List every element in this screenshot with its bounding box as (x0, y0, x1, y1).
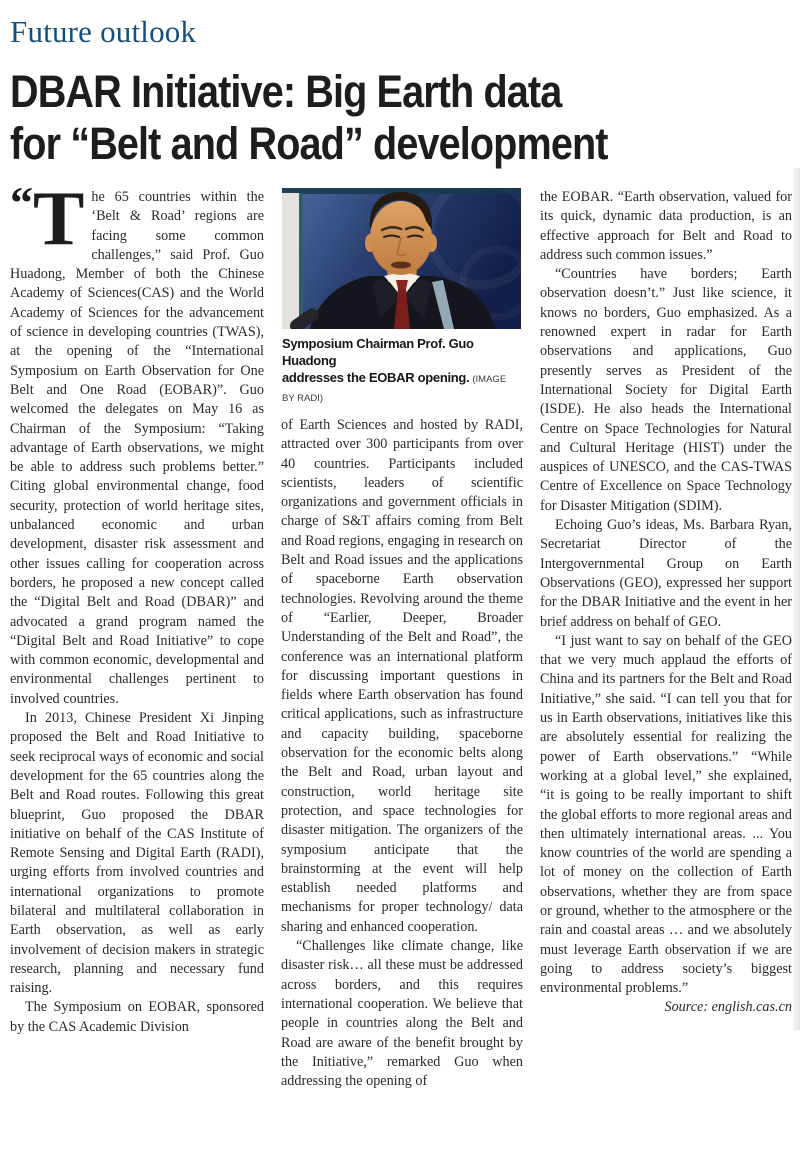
paragraph: “I just want to say on behalf of the GEO that we very much applaud the efforts of China and its partners for the Belt and Road Initiative,” she said. “I can tell you that for us in Earth observations, initiatives like this are absolutely essential for realizing the power of Earth observations.” “While working at a global level,” she explained, “it is going to be really important to shift the global efforts to more regional areas and then ultimately international areas. ... You know countries of the world are spending a lot of money on the collection of Earth observations, whether they are from space or ground, whether to the atmosphere or the rain and coastal areas … and we absolutely must leverage Earth observation if we are going to address society’s biggest environmental problems.” (540, 632, 792, 997)
speaker-photo (282, 188, 521, 329)
page-edge-shadow (793, 168, 800, 1030)
paragraph: “Challenges like climate change, like disaster risk… all these must be addressed across borders, and this requires international cooperation. We believe that people in countries along the Belt and Road are aware of the benefit brought by the Initiative,” remarked Guo when addressing the opening of (281, 938, 523, 1090)
photo-credit: (IMAGE BY RADI) (282, 374, 507, 404)
article-body (10, 175, 792, 1091)
paragraph-text: he 65 countries within the ‘Belt & Road’ regions are facing some common challenges,” said Prof. Guo Huadong, Member of both the Chinese Academy of Sciences(CAS) and the World Academy of Sciences for the advancement of science in developing countries (TWAS), at the opening of the “International Symposium on Earth Observation for One Belt and One Road (EOBAR)”. Guo welcomed the delegates on May 16 as Chairman of the Symposium: “Taking advantage of Earth observations, we might be able to address such problems better.” Citing global environmental change, food security, protection of world heritage sites, unbalanced economic and urban development, disaster risk assessment and other issues calling for cooperation across borders, he proposed a new concept called the “Digital Belt and Road (DBAR)” and advocated a grand program named the “Digital Belt and Road Initiative” to cope with common economic, developmental and environmental challenges pertinent to involved countries. (10, 189, 264, 707)
caption-text-line-2: addresses the EOBAR opening. (282, 370, 470, 385)
paragraph: In 2013, Chinese President Xi Jinping proposed the Belt and Road Initiative to seek reciprocal ways of economic and social development for the 65 countries along the Belt and Road routes. Following this great blueprint, Guo proposed the DBAR initiative on behalf of the CAS Institute of Remote Sensing and Digital Earth (RADI), urging efforts from involved countries and international organizations to promote bilateral and multilateral collaboration in Earth observation, as well as early involvement of decision makers in strategic research, planning and necessary fund raising. (10, 710, 264, 997)
drop-cap-letter: T (33, 175, 85, 261)
headline-line-1: DBAR Initiative: Big Earth data (10, 66, 562, 117)
paragraph: The Symposium on EOBAR, sponsored by the CAS Academic Division (10, 999, 264, 1035)
paragraph: of Earth Sciences and hosted by RADI, attracted over 300 participants from over 40 countries. Participants included scientists, leaders of scientific organizations and government officials in charge of S&T affairs coming from Belt and Road regions, engaging in research on Belt and Road issues and the applications of spaceborne Earth observation technologies. Revolving around the theme of “Earlier, Deeper, Broader Understanding of the Belt and Road”, the conference was an international platform for discussing important questions in fields where Earth observation has found critical applications, such as infrastructure and capacity building, spaceborne observation for the economic belts along the Belt and Road, urban layout and construction, world heritage site protection, and space technologies for disaster mitigation. The organizers of the symposium anticipate that the brainstorming at the event will help establish needed platforms and mechanisms for proper technology/ data sharing and enhanced cooperation. (281, 417, 523, 935)
source-attribution: Source: english.cas.cn (664, 999, 792, 1016)
drop-cap (10, 175, 85, 261)
paragraph: the EOBAR. “Earth observation, valued for its quick, dynamic data production, is an effective approach for Belt and Road to address such common issues.” (540, 189, 792, 263)
section-label: Future outlook (10, 14, 197, 49)
opening-quote-mark: “ (10, 177, 31, 228)
text-column-3 (540, 188, 792, 1091)
text-column-1 (10, 175, 264, 1091)
paragraph: Echoing Guo’s ideas, Ms. Barbara Ryan, Secretariat Director of the Intergovernmental Group on Earth Observations (GEO), expressed her support for the DBAR Initiative and the event in her brief address on behalf of GEO. (540, 517, 792, 630)
text-column-2 (281, 188, 523, 1091)
lead-paragraph (10, 175, 264, 709)
headline-line-2: for “Belt and Road” development (10, 118, 608, 169)
article-headline (10, 66, 800, 170)
caption-text-line-1: Symposium Chairman Prof. Guo Huadong (282, 336, 474, 368)
photo-figure (282, 188, 521, 407)
photo-caption (282, 335, 521, 407)
paragraph: “Countries have borders; Earth observation doesn’t.” Just like science, it knows no borders, Guo emphasized. As a renowned expert in radar for Earth observations and applications, Guo presently serves as President of the International Society for Digital Earth (ISDE). He also heads the International Centre on Space Technologies for Natural and Cultural Heritage (HIST) under the auspices of UNESCO, and the CAS-TWAS Centre of Excellence on Space Technology for Disaster Mitigation (SDIM). (540, 266, 792, 514)
